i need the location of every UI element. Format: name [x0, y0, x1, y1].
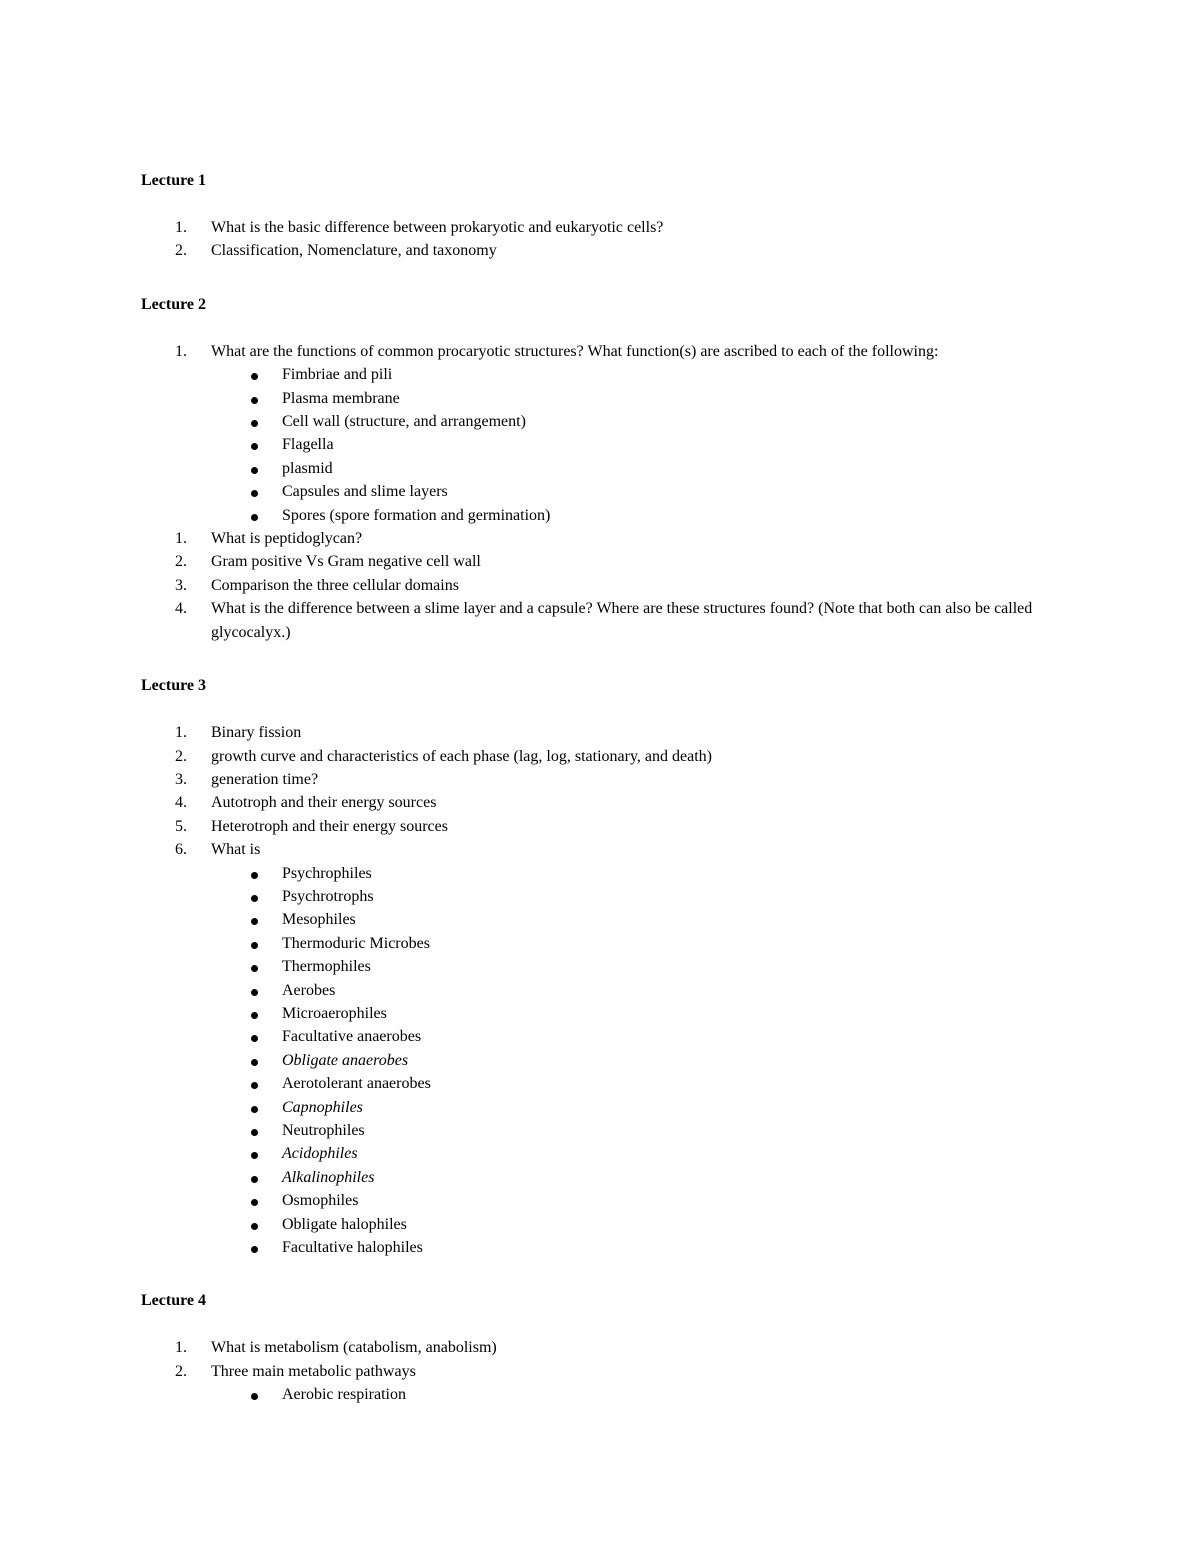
item-text: What is the basic difference between prokaryotic and eukaryotic cells?	[211, 219, 664, 236]
list-item	[141, 574, 1061, 597]
bullet-text: Facultative halophiles	[282, 1239, 423, 1257]
bullet-icon	[251, 397, 258, 404]
item-text: Gram positive Vs Gram negative cell wall	[211, 553, 481, 571]
lecture-1-list	[141, 216, 1061, 263]
bullet-icon	[251, 1152, 258, 1159]
bullet-text: Flagella	[282, 436, 334, 454]
bullet-text: Spores (spore formation and germination)	[282, 506, 551, 524]
item-text: Autotroph and their energy sources	[211, 794, 437, 812]
bullet-text: Thermophiles	[282, 958, 371, 976]
bullet-icon	[251, 1059, 258, 1066]
bullet-icon	[251, 420, 258, 427]
lecture-4-heading: Lecture 4	[141, 1292, 207, 1310]
item-text: Comparison the three cellular domains	[211, 576, 459, 594]
item-text: What is	[211, 841, 261, 859]
lecture-3-heading: Lecture 3	[141, 677, 207, 695]
bullet-icon	[251, 895, 258, 902]
lecture-3-list	[141, 721, 1061, 861]
bullet-text: Capnophiles	[282, 1098, 363, 1116]
bullet-text: Facultative anaerobes	[282, 1028, 422, 1046]
bullet-icon	[251, 467, 258, 474]
bullet-item	[141, 1142, 1061, 1165]
bullet-icon	[251, 918, 258, 925]
lecture-4-section	[141, 1289, 1061, 1406]
bullet-text: Aerotolerant anaerobes	[282, 1075, 431, 1093]
item-number: 6.	[175, 841, 187, 859]
bullet-item	[141, 1189, 1061, 1212]
item-number: 2.	[175, 553, 187, 571]
bullet-icon	[251, 1035, 258, 1042]
bullet-text: Cell wall (structure, and arrangement)	[282, 413, 526, 431]
bullet-icon	[251, 1106, 258, 1113]
bullet-item	[141, 1236, 1061, 1259]
bullet-icon	[251, 1199, 258, 1206]
bullet-item	[141, 410, 1061, 433]
bullet-text: Alkalinophiles	[282, 1168, 375, 1186]
document-content	[141, 169, 1061, 1437]
bullet-text: Psychrotrophs	[282, 887, 374, 905]
item-text: What is the difference between a slime layer and a capsule? Where are these structures found? (Note that both can also be called glycocalyx.)	[211, 600, 1033, 641]
bullet-item	[141, 1072, 1061, 1095]
item-text: What is peptidoglycan?	[211, 530, 363, 548]
item-number: 1.	[175, 342, 187, 360]
bullet-text: Acidophiles	[282, 1145, 358, 1163]
bullet-icon	[251, 1176, 258, 1183]
bullet-item	[141, 1119, 1061, 1142]
bullet-item	[141, 885, 1061, 908]
bullet-text: plasmid	[282, 459, 333, 477]
bullet-icon	[251, 1223, 258, 1230]
bullet-item	[141, 908, 1061, 931]
bullet-text: Fimbriae and pili	[282, 366, 393, 384]
bullet-icon	[251, 872, 258, 879]
item-number: 2.	[175, 242, 187, 260]
bullet-item	[141, 1213, 1061, 1236]
list-item	[141, 527, 1061, 550]
list-item	[141, 721, 1061, 744]
lecture-1-heading: Lecture 1	[141, 172, 207, 189]
item-text: What are the functions of common procaryotic structures? What function(s) are ascribed to each of the following:	[211, 342, 939, 360]
item-number: 3.	[175, 770, 187, 788]
item-number: 1.	[175, 724, 187, 742]
list-item	[141, 745, 1061, 768]
bullet-icon	[251, 443, 258, 450]
item-number: 5.	[175, 817, 187, 835]
list-item	[141, 597, 1061, 644]
bullet-text: Microaerophiles	[282, 1004, 387, 1022]
list-item	[141, 340, 1061, 363]
list-item	[141, 216, 1061, 239]
lecture-2-list-continued	[141, 527, 1061, 644]
list-item	[141, 1360, 1061, 1383]
bullet-text: Neutrophiles	[282, 1122, 365, 1139]
item-number: 3.	[175, 576, 187, 594]
bullet-icon	[251, 1393, 258, 1400]
bullet-icon	[251, 965, 258, 972]
list-item	[141, 791, 1061, 814]
bullet-icon	[251, 490, 258, 497]
lecture-3-bullets	[141, 862, 1061, 1260]
bullet-item	[141, 1049, 1061, 1072]
list-item	[141, 768, 1061, 791]
bullet-text: Psychrophiles	[282, 864, 372, 882]
bullet-item	[141, 457, 1061, 480]
list-item	[141, 815, 1061, 838]
bullet-item	[141, 1096, 1061, 1119]
list-item	[141, 550, 1061, 573]
bullet-item	[141, 1002, 1061, 1025]
bullet-item	[141, 1025, 1061, 1048]
item-number: 2.	[175, 1362, 187, 1380]
lecture-2-list	[141, 340, 1061, 363]
bullet-item	[141, 979, 1061, 1002]
bullet-text: Aerobes	[282, 981, 336, 999]
list-item	[141, 239, 1061, 262]
item-number: 2.	[175, 747, 187, 765]
item-number: 1.	[175, 530, 187, 548]
bullet-text: Aerobic respiration	[282, 1386, 406, 1404]
bullet-item	[141, 504, 1061, 527]
bullet-icon	[251, 942, 258, 949]
lecture-2-bullets	[141, 363, 1061, 527]
bullet-item	[141, 862, 1061, 885]
item-text: Heterotroph and their energy sources	[211, 817, 448, 835]
bullet-item	[141, 1383, 1061, 1406]
item-text: growth curve and characteristics of each phase (lag, log, stationary, and death)	[211, 747, 712, 765]
bullet-icon	[251, 1012, 258, 1019]
item-text: Classification, Nomenclature, and taxonomy	[211, 242, 497, 260]
lecture-2-heading: Lecture 2	[141, 295, 207, 313]
bullet-item	[141, 387, 1061, 410]
bullet-text: Obligate anaerobes	[282, 1051, 409, 1069]
bullet-item	[141, 480, 1061, 503]
item-number: 4.	[175, 600, 187, 618]
bullet-text: Plasma membrane	[282, 389, 400, 407]
bullet-item	[141, 932, 1061, 955]
lecture-2-section	[141, 293, 1061, 644]
bullet-text: Mesophiles	[282, 911, 356, 929]
bullet-text: Obligate halophiles	[282, 1215, 407, 1233]
lecture-3-section	[141, 674, 1061, 1259]
bullet-item	[141, 433, 1061, 456]
lecture-4-list	[141, 1336, 1061, 1383]
list-item	[141, 1336, 1061, 1359]
bullet-icon	[251, 514, 258, 521]
item-text: generation time?	[211, 770, 319, 788]
lecture-4-bullets	[141, 1383, 1061, 1406]
bullet-item	[141, 363, 1061, 386]
item-text: Binary fission	[211, 724, 302, 742]
item-number: 1.	[175, 1339, 187, 1357]
item-number: 4.	[175, 794, 187, 812]
bullet-icon	[251, 1082, 258, 1089]
bullet-icon	[251, 1246, 258, 1253]
item-text: What is metabolism (catabolism, anabolism)	[211, 1339, 497, 1357]
bullet-item	[141, 955, 1061, 978]
lecture-1-section	[141, 169, 1061, 263]
bullet-text: Capsules and slime layers	[282, 483, 448, 501]
bullet-icon	[251, 1129, 258, 1136]
bullet-text: Thermoduric Microbes	[282, 934, 430, 952]
item-text: Three main metabolic pathways	[211, 1362, 416, 1380]
list-item	[141, 838, 1061, 861]
bullet-item	[141, 1166, 1061, 1189]
item-number: 1.	[175, 219, 187, 236]
bullet-icon	[251, 373, 258, 380]
bullet-text: Osmophiles	[282, 1192, 359, 1210]
bullet-icon	[251, 989, 258, 996]
